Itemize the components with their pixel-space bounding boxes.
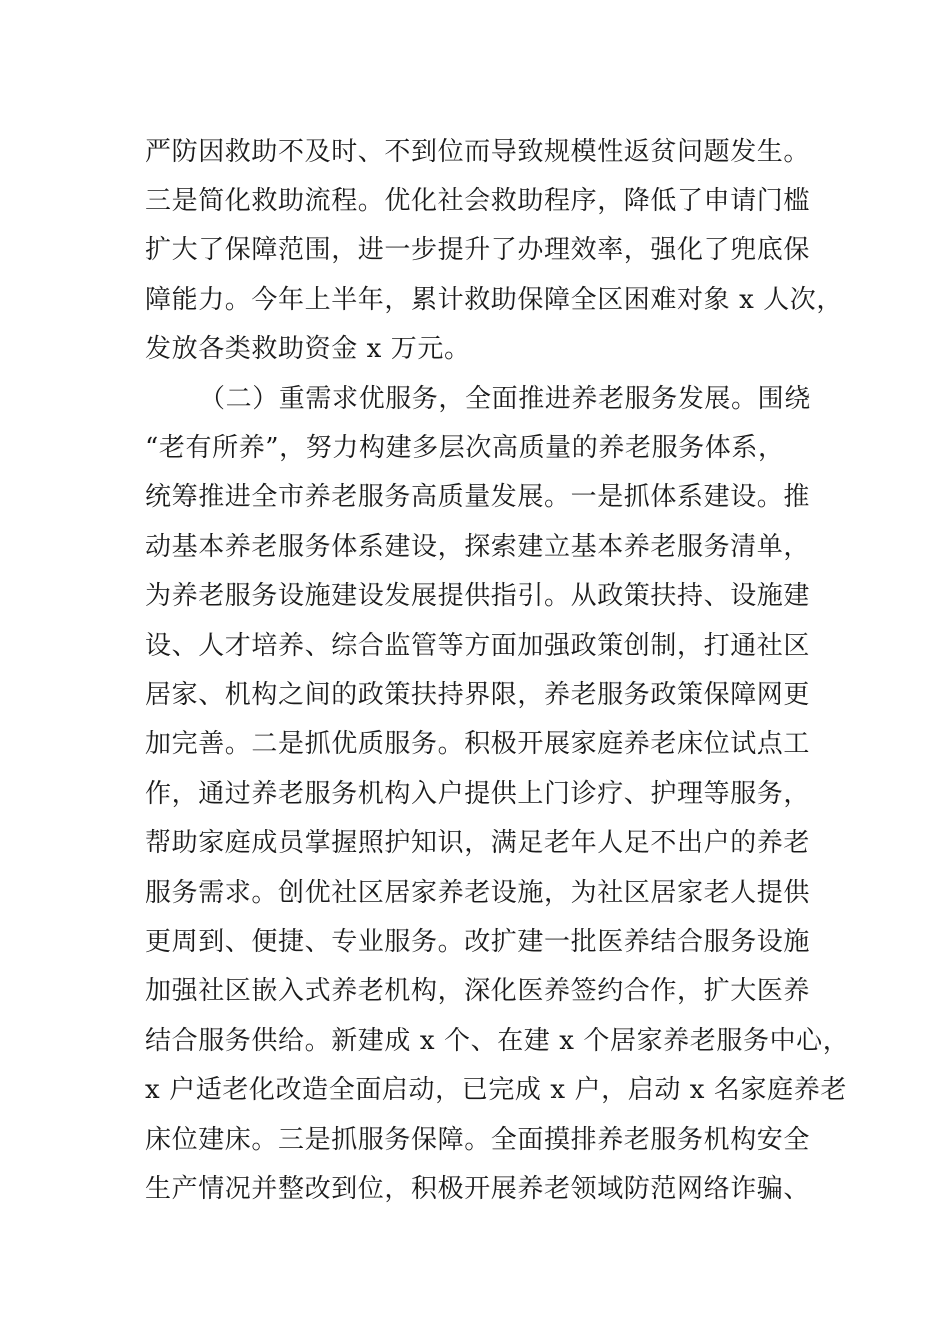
text-line: 床位建床。三是抓服务保障。全面摸排养老服务机构安全 bbox=[145, 1125, 811, 1155]
section-heading-line: （二）重需求优服务，全面推进养老服务发展。围绕 bbox=[199, 384, 811, 414]
text-line: 结合服务供给。新建成 x 个、在建 x 个居家养老服务中心， bbox=[145, 1026, 850, 1056]
text-line: 更周到、便捷、专业服务。改扩建一批医养结合服务设施 bbox=[145, 927, 811, 957]
text-line: 加强社区嵌入式养老机构，深化医养签约合作，扩大医养 bbox=[145, 976, 811, 1006]
text-line: 动基本养老服务体系建设，探索建立基本养老服务清单， bbox=[145, 532, 811, 562]
text-line: 帮助家庭成员掌握照护知识，满足老年人足不出户的养老 bbox=[145, 828, 811, 858]
text-line: 生产情况并整改到位，积极开展养老领域防范网络诈骗、 bbox=[145, 1174, 811, 1204]
text-line: 统筹推进全市养老服务高质量发展。一是抓体系建设。推 bbox=[145, 482, 811, 512]
text-line: x 户适老化改造全面启动，已完成 x 户，启动 x 名家庭养老 bbox=[145, 1075, 847, 1105]
text-line: 三是简化救助流程。优化社会救助程序，降低了申请门槛 bbox=[145, 186, 811, 216]
text-line: 设、人才培养、综合监管等方面加强政策创制，打通社区 bbox=[145, 631, 811, 661]
text-line: “老有所养”，努力构建多层次高质量的养老服务体系， bbox=[145, 433, 785, 463]
text-line: 为养老服务设施建设发展提供指引。从政策扶持、设施建 bbox=[145, 581, 811, 611]
text-line: 作，通过养老服务机构入户提供上门诊疗、护理等服务， bbox=[145, 779, 811, 809]
text-line: 加完善。二是抓优质服务。积极开展家庭养老床位试点工 bbox=[145, 729, 811, 759]
text-line: 严防因救助不及时、不到位而导致规模性返贫问题发生。 bbox=[145, 137, 811, 167]
text-line: 扩大了保障范围，进一步提升了办理效率，强化了兜底保 bbox=[145, 235, 811, 265]
text-line: 发放各类救助资金 x 万元。 bbox=[145, 334, 471, 364]
text-line: 居家、机构之间的政策扶持界限，养老服务政策保障网更 bbox=[145, 680, 811, 710]
text-line: 障能力。今年上半年，累计救助保障全区困难对象 x 人次， bbox=[145, 285, 843, 315]
text-line: 服务需求。创优社区居家养老设施，为社区居家老人提供 bbox=[145, 878, 811, 908]
